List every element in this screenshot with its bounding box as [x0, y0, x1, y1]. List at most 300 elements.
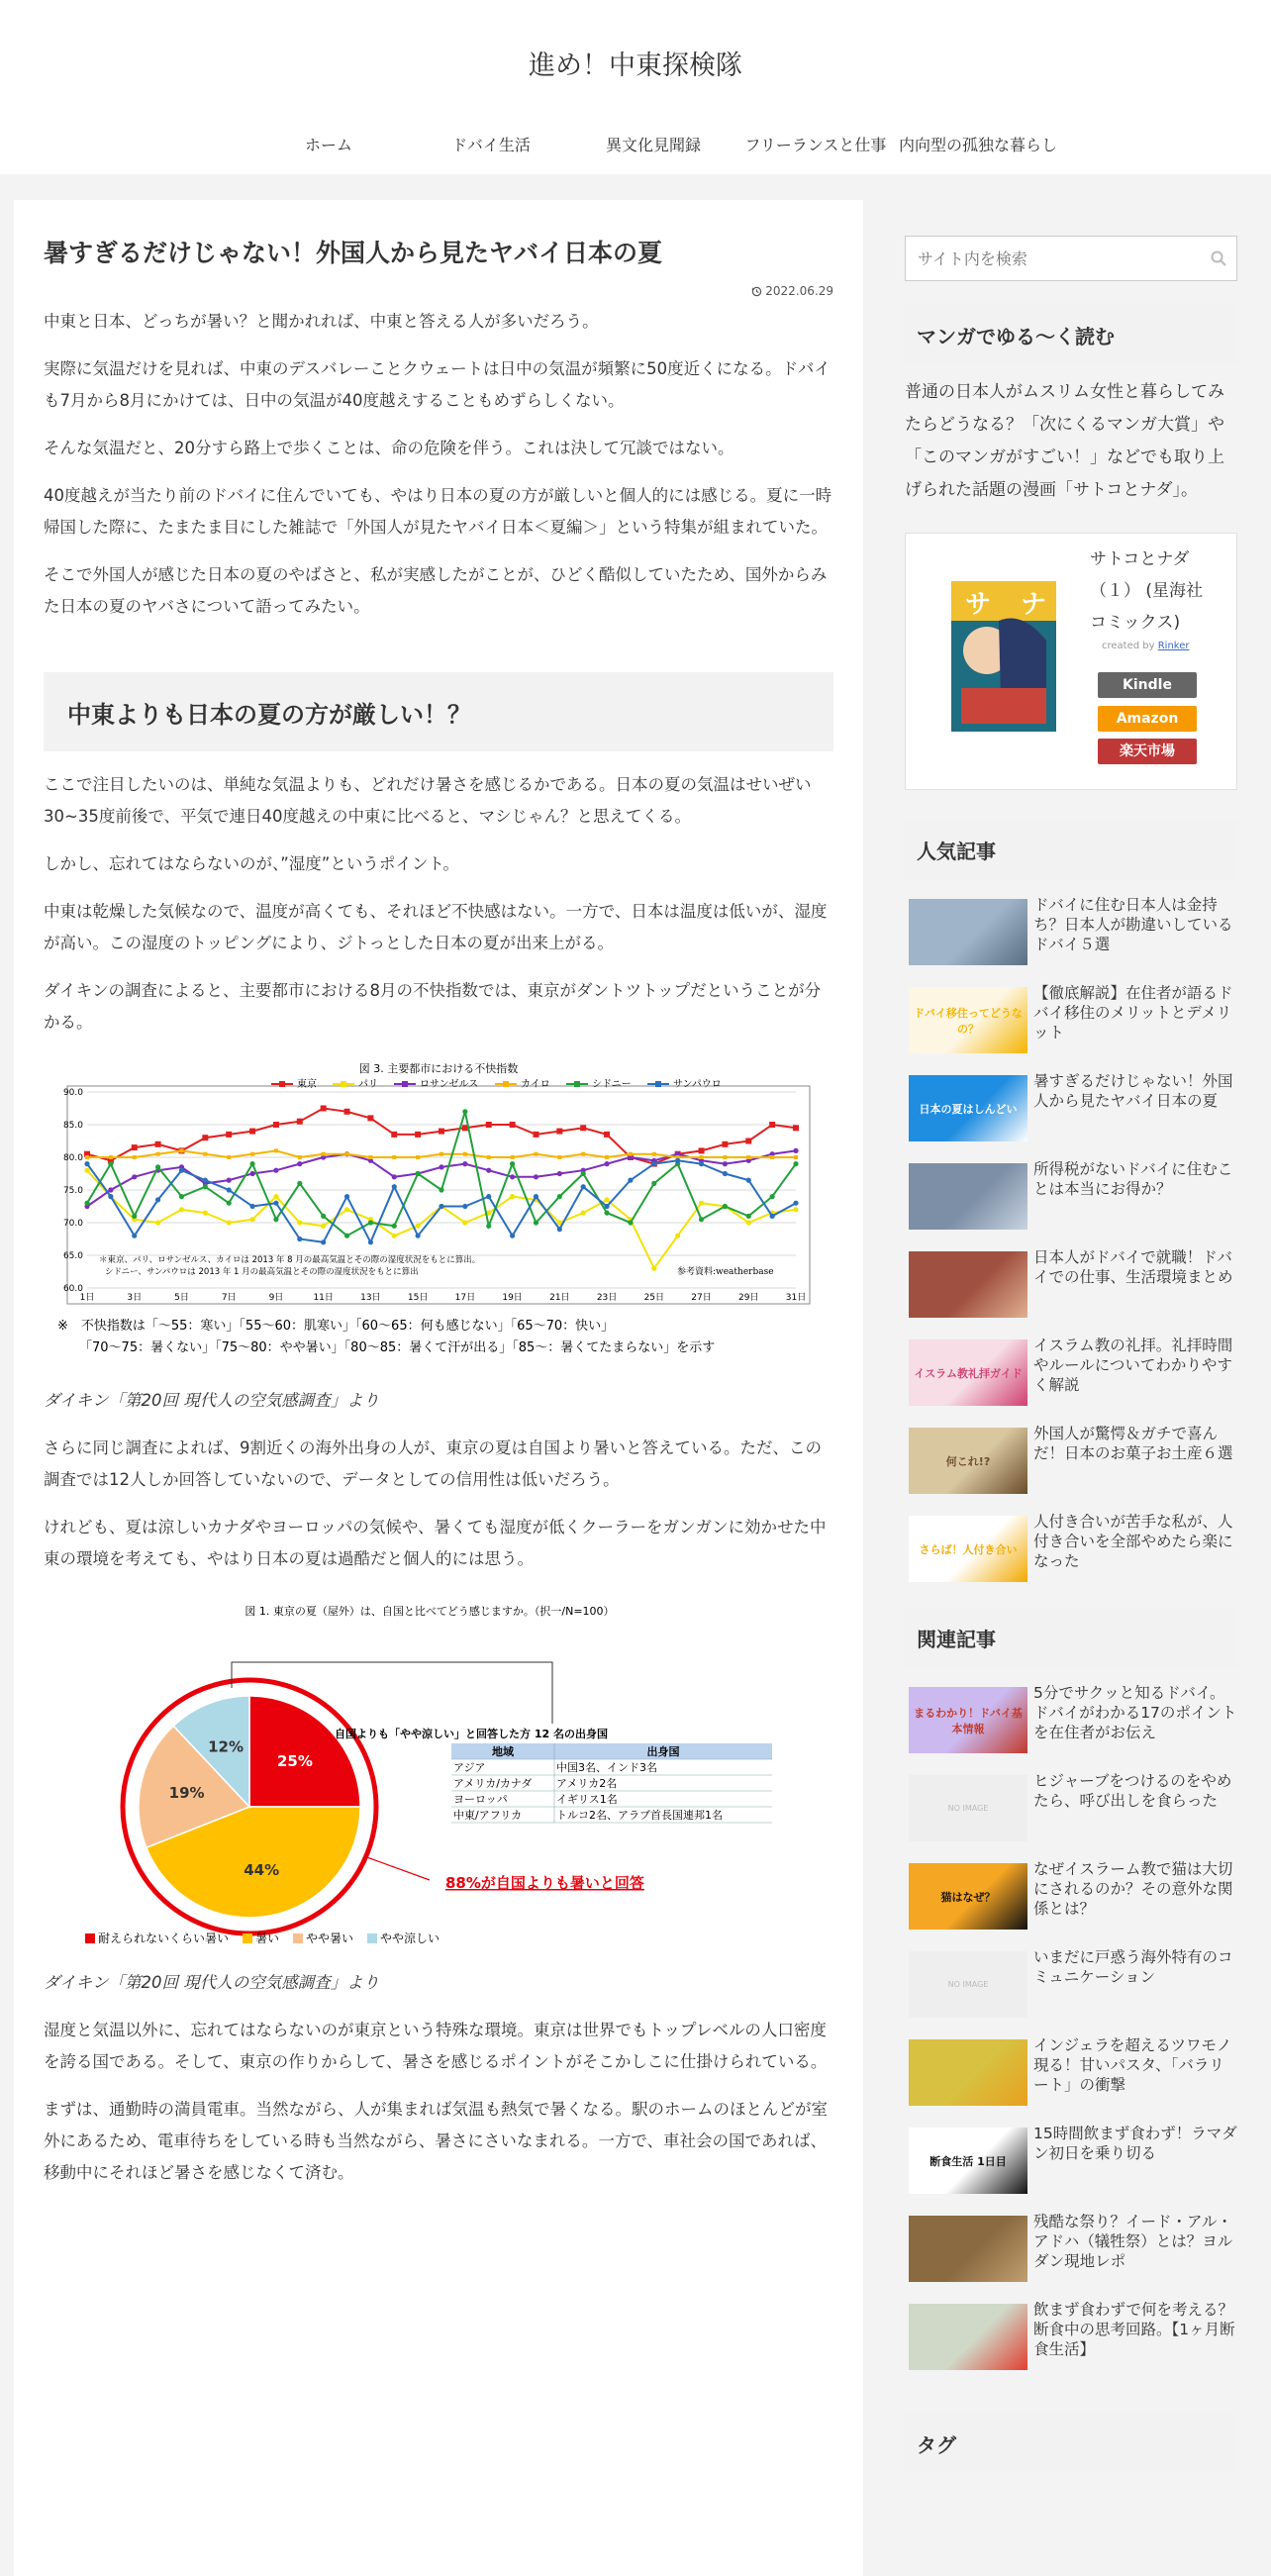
related-post-title[interactable]: 15時間飲まず食わず！ラマダン初日を乗り切る — [1033, 2125, 1237, 2162]
data-point — [581, 1171, 586, 1176]
x-tick-label: 11日 — [313, 1293, 334, 1303]
legend-marker — [279, 1081, 285, 1087]
widget-title-tags: タグ — [905, 2414, 1237, 2473]
related-post-thumbnail[interactable]: まるわかり！ドバイ基本情報 — [909, 1687, 1027, 1753]
legend-label: カイロ — [521, 1079, 550, 1090]
popular-post-title[interactable]: イスラム教の礼拝。礼拝時間やルールについてわかりやすく解説 — [1033, 1337, 1233, 1394]
data-point — [604, 1197, 609, 1202]
book-cover-image[interactable] — [951, 581, 1056, 732]
data-point — [439, 1204, 443, 1209]
data-point — [108, 1187, 113, 1192]
legend-label: やや涼しい — [380, 1932, 440, 1945]
popular-post-item[interactable] — [905, 1247, 1237, 1336]
entry-title: 暑すぎるだけじゃない！外国人から見たヤバイ日本の夏 — [44, 239, 663, 267]
discomfort-index-chart-figure — [44, 1056, 833, 1377]
related-post-thumbnail[interactable]: NO IMAGE — [909, 1951, 1027, 2018]
data-point — [274, 1148, 278, 1152]
data-point — [203, 1211, 208, 1216]
legend-label: サンパウロ — [673, 1079, 722, 1090]
data-point — [675, 1234, 680, 1238]
paragraph: けれども、夏は涼しいカナダやヨーロッパの気候や、暑くても湿度が低くクーラーをガンガンに効かせた中東の環境を考えても、やはり日本の夏は過酷だと個人的には思う。 — [44, 1518, 827, 1568]
data-point — [510, 1122, 516, 1128]
y-tick-label: 70.0 — [62, 1219, 83, 1229]
data-point — [486, 1122, 492, 1128]
legend-label: 暑い — [255, 1932, 280, 1945]
popular-post-title[interactable]: 外国人が驚愕＆ガチで喜んだ！日本のお菓子お土産６選 — [1033, 1425, 1233, 1462]
legend-swatch — [85, 1933, 95, 1943]
data-point — [344, 1109, 350, 1115]
chart-title: 図 1. 東京の夏（屋外）は、自国と比べてどう感じますか。（択一/N=100） — [244, 1605, 615, 1618]
data-point — [368, 1239, 373, 1244]
popular-post-thumbnail[interactable]: ドバイ移住ってどうなの？ — [909, 987, 1027, 1053]
data-point — [604, 1211, 609, 1216]
callout-line — [364, 1856, 430, 1880]
search-icon[interactable] — [1211, 250, 1226, 266]
popular-post-thumbnail[interactable]: イスラム教礼拝ガイド — [909, 1339, 1027, 1406]
data-point — [770, 1155, 774, 1159]
data-point — [651, 1161, 656, 1166]
data-point — [746, 1214, 751, 1219]
x-tick-label: 1日 — [79, 1293, 95, 1303]
rinker-link[interactable]: Rinker — [1157, 641, 1190, 651]
chart-note: ＊東京、パリ、ロサンゼルス、カイロは 2013 年 8 月の最高気温とその際の湿度状況をもとに算出。 — [99, 1255, 481, 1265]
data-point — [722, 1141, 728, 1147]
widget-title-related: 関連記事 — [905, 1608, 1237, 1667]
data-point — [793, 1201, 798, 1206]
data-point — [249, 1171, 254, 1176]
chart-legend-note: 「70～75：暑くない」「75～80：やや暑い」「80～85：暑くて汗が出る」「85～：暑くてたまらない」を示す — [79, 1340, 716, 1355]
data-point — [273, 1201, 278, 1206]
data-point — [84, 1201, 89, 1206]
related-post-thumbnail[interactable]: 断食生活 1日目 — [909, 2128, 1027, 2194]
data-point — [510, 1194, 515, 1199]
data-point — [581, 1184, 586, 1189]
popular-post-thumbnail[interactable] — [909, 1251, 1027, 1318]
x-tick-label: 3日 — [127, 1293, 143, 1303]
popular-post-item[interactable] — [905, 1336, 1237, 1424]
popular-post-item[interactable] — [905, 1159, 1237, 1247]
data-point — [249, 1217, 254, 1222]
data-point — [297, 1119, 303, 1125]
paragraph: 湿度と気温以外に、忘れてはならないのが東京という特殊な環境。東京は世界でもトップレベルの人口密度を誇る国である。そして、東京の作りからして、暑さを感じるポイントがそこかしこに仕掛けられている。 — [44, 2021, 828, 2071]
data-point — [132, 1214, 137, 1219]
popular-post-item[interactable] — [905, 983, 1237, 1071]
paragraph: しかし、忘れてはならないのが、”湿度”というポイント。 — [44, 854, 459, 873]
table-header: 地域 — [492, 1745, 514, 1758]
data-point — [155, 1197, 160, 1202]
popular-post-thumbnail[interactable] — [909, 899, 1027, 965]
data-point — [297, 1161, 302, 1166]
data-point — [227, 1201, 232, 1206]
search-input[interactable] — [906, 237, 1236, 280]
data-point — [321, 1106, 327, 1112]
data-point — [273, 1168, 278, 1173]
data-point — [298, 1155, 302, 1159]
data-point — [345, 1152, 349, 1156]
paragraph: 実際に気温だけを見れば、中東のデスバレーことクウェートは日中の気温が頻繁に50度近くになる。ドバイも7月から8月にかけては、日中の気温が40度越えすることもめずらしくない。 — [44, 359, 831, 410]
popular-post-thumbnail[interactable]: 日本の夏はしんどい — [909, 1075, 1027, 1141]
data-point — [179, 1207, 184, 1212]
data-point — [605, 1155, 609, 1159]
popular-post-item[interactable] — [905, 1512, 1237, 1600]
popular-post-item[interactable] — [905, 1071, 1237, 1159]
related-post-thumbnail[interactable]: NO IMAGE — [909, 1775, 1027, 1841]
data-point — [392, 1224, 397, 1229]
data-point — [416, 1155, 420, 1159]
data-point — [179, 1148, 183, 1152]
data-point — [746, 1220, 751, 1225]
paragraph: ダイキンの調査によると、主要都市における8月の不快指数では、東京がダントツトップだということが分かる。 — [44, 981, 822, 1032]
data-point — [227, 1155, 231, 1159]
data-point — [415, 1132, 421, 1138]
data-point — [416, 1171, 421, 1176]
data-point — [108, 1194, 113, 1199]
x-tick-label: 13日 — [360, 1293, 381, 1303]
legend-label: ロサンゼルス — [420, 1079, 479, 1090]
data-point — [557, 1171, 562, 1176]
x-tick-label: 23日 — [596, 1293, 618, 1303]
data-point — [133, 1155, 137, 1159]
data-point — [109, 1155, 113, 1159]
data-point — [462, 1161, 467, 1166]
data-point — [132, 1234, 137, 1238]
legend-label: 東京 — [297, 1079, 317, 1090]
data-point — [85, 1155, 89, 1159]
data-point — [226, 1132, 232, 1138]
data-point — [132, 1144, 138, 1150]
related-post-title[interactable]: 5分でサクッと知るドバイ。ドバイがわかる17のポイントを在住者がお伝え — [1033, 1684, 1237, 1741]
data-point — [250, 1152, 254, 1156]
table-cell: 中東/アフリカ — [453, 1809, 523, 1822]
data-point — [628, 1220, 633, 1225]
related-post-thumbnail[interactable]: 猫はなぜ？ — [909, 1863, 1027, 1930]
data-point — [321, 1239, 326, 1244]
rinker-credit: created by Rinker — [1102, 641, 1190, 651]
data-point — [581, 1152, 585, 1156]
data-point — [344, 1234, 349, 1238]
popular-posts-list — [905, 895, 1237, 1600]
paragraph: そこで外国人が感じた日本の夏のやばさと、私が実感したがことが、ひどく酷似していたため、国外からみた日本の夏のヤバさについて語ってみたい。 — [44, 565, 828, 616]
data-point — [723, 1171, 728, 1176]
data-point — [770, 1194, 775, 1199]
data-point — [249, 1204, 254, 1209]
table-cell: ヨーロッパ — [453, 1793, 508, 1806]
widget-title-popular: 人気記事 — [905, 820, 1237, 879]
data-point — [699, 1161, 704, 1166]
data-point — [179, 1194, 184, 1199]
related-post-item[interactable] — [905, 1947, 1237, 2035]
data-point — [368, 1155, 372, 1159]
x-tick-label: 25日 — [643, 1293, 665, 1303]
data-point — [155, 1141, 161, 1147]
data-point — [297, 1220, 302, 1225]
chart-source: 参考資料:weatherbase — [677, 1267, 774, 1277]
y-tick-label: 65.0 — [62, 1251, 83, 1261]
data-point — [604, 1132, 610, 1138]
related-post-thumbnail[interactable] — [909, 2216, 1027, 2282]
paragraph: さらに同じ調査によれば、9割近くの海外出身の人が、東京の夏は自国より暑いと答えている。ただ、この調査では12人しか回答していないので、データとしての信用性は低いだろう。 — [44, 1438, 822, 1489]
data-point — [297, 1237, 302, 1241]
data-point — [628, 1178, 633, 1183]
data-point — [793, 1148, 798, 1153]
related-post-item[interactable] — [905, 1771, 1237, 1859]
data-point — [439, 1164, 443, 1169]
table-cell: トルコ2名、アラブ首長国連邦1名 — [556, 1809, 723, 1822]
related-post-item[interactable] — [905, 2300, 1237, 2388]
legend-swatch — [243, 1933, 252, 1943]
data-point — [392, 1174, 397, 1179]
pie-label: 25% — [276, 1752, 313, 1771]
related-post-title[interactable]: 飲まず食わずで何を考える？断食中の思考回路。【1ヶ月断食生活】 — [1033, 2301, 1235, 2358]
popular-post-item[interactable] — [905, 895, 1237, 983]
data-point — [392, 1155, 396, 1159]
data-point — [392, 1234, 397, 1238]
table-cell: アジア — [453, 1761, 486, 1774]
data-point — [227, 1178, 232, 1183]
data-point — [344, 1207, 349, 1212]
rinker-product-box — [905, 533, 1237, 790]
popular-post-thumbnail[interactable] — [909, 1163, 1027, 1230]
data-point — [462, 1220, 467, 1225]
table-cell: イギリス1名 — [556, 1793, 618, 1806]
data-point — [534, 1220, 538, 1225]
popular-post-item[interactable] — [905, 1424, 1237, 1512]
global-nav — [247, 133, 1059, 155]
data-point — [439, 1129, 444, 1135]
popular-post-title[interactable]: 暑すぎるだけじゃない！外国人から見たヤバイ日本の夏 — [1033, 1072, 1233, 1110]
y-tick-label: 60.0 — [62, 1284, 83, 1294]
chart-legend-note: ※ 不快指数は「～55：寒い」「55～60：肌寒い」「60～65：何も感じない」「65～70：快い」 — [57, 1319, 615, 1334]
data-point — [581, 1211, 586, 1216]
related-post-thumbnail[interactable] — [909, 2304, 1027, 2370]
discomfort-index-chart — [44, 1056, 833, 1373]
data-point — [723, 1204, 728, 1209]
data-point — [510, 1234, 515, 1238]
table-header: 出身国 — [646, 1745, 680, 1758]
related-post-item[interactable] — [905, 2124, 1237, 2212]
popular-post-title[interactable]: 【徹底解説】在住者が語るドバイ移住のメリットとデメリット — [1033, 984, 1233, 1041]
legend-marker — [655, 1081, 661, 1087]
data-point — [557, 1155, 561, 1159]
data-point — [84, 1168, 89, 1173]
popular-post-title[interactable]: 日本人がドバイで就職！ドバイでの仕事、生活環境まとめ — [1033, 1248, 1233, 1286]
data-point — [486, 1224, 491, 1229]
survey-pie-figure — [44, 1593, 833, 1963]
x-tick-label: 9日 — [268, 1293, 284, 1303]
data-point — [108, 1161, 113, 1166]
legend-swatch — [367, 1933, 377, 1943]
nav-item-culture[interactable]: 異文化見聞録 — [605, 136, 701, 154]
related-post-item[interactable] — [905, 1683, 1237, 1771]
legend-marker — [341, 1081, 346, 1087]
data-point — [322, 1152, 326, 1156]
paragraph: 中東と日本、どっちが暑い？と聞かれれば、中東と答える人が多いだろう。 — [44, 312, 599, 331]
y-tick-label: 85.0 — [62, 1121, 83, 1131]
data-point — [580, 1125, 586, 1131]
data-point — [297, 1181, 302, 1186]
data-point — [391, 1132, 397, 1138]
table-cell: アメリカ2名 — [556, 1777, 618, 1790]
site-title[interactable]: 進め！中東探検隊 — [529, 50, 742, 81]
legend-label: パリ — [358, 1079, 378, 1090]
data-point — [794, 1155, 798, 1159]
related-post-title[interactable]: インジェラを超えるツワモノ現る！甘いパスタ、「バラリート」の衝撃 — [1033, 2036, 1232, 2094]
data-point — [462, 1109, 467, 1114]
data-point — [273, 1122, 279, 1128]
amazon-button[interactable]: Amazon — [1098, 706, 1197, 732]
data-point — [249, 1129, 255, 1135]
update-icon — [751, 286, 762, 297]
paragraph: そんな気温だと、20分すら路上で歩くことは、命の危険を伴う。これは決して冗談ではない。 — [44, 439, 734, 457]
site-header — [0, 0, 1271, 174]
data-point — [769, 1122, 775, 1128]
x-tick-label: 31日 — [785, 1293, 807, 1303]
legend-marker — [574, 1081, 580, 1087]
data-point — [534, 1152, 538, 1156]
chart-note: シドニー、サンパウロは 2013 年 1 月の最高気温とその際の湿度状況をもとに算出 — [105, 1267, 419, 1277]
x-tick-label: 15日 — [407, 1293, 429, 1303]
data-point — [321, 1224, 326, 1229]
survey-pie-chart — [44, 1593, 833, 1959]
related-posts-list — [905, 1683, 1237, 2388]
x-tick-label: 17日 — [454, 1293, 476, 1303]
nav-item-introvert[interactable]: 内向型の孤独な暮らし — [898, 136, 1057, 154]
data-point — [132, 1174, 137, 1179]
related-post-item[interactable] — [905, 1859, 1237, 1947]
data-point — [202, 1135, 208, 1140]
svg-text:ナ: ナ — [1021, 590, 1047, 620]
data-point — [745, 1139, 751, 1144]
svg-text:サ: サ — [965, 590, 992, 620]
x-tick-label: 19日 — [502, 1293, 523, 1303]
data-point — [770, 1214, 775, 1219]
pie-label: 12% — [208, 1737, 244, 1756]
related-post-title[interactable]: いまだに戸惑う海外特有のコミュニケーション — [1033, 1948, 1233, 1986]
popular-post-title[interactable]: 人付き合いが苦手な私が、人付き合いを全部やめたら楽になった — [1033, 1513, 1233, 1570]
data-point — [604, 1161, 609, 1166]
data-point — [367, 1115, 373, 1121]
legend-label: 耐えられないくらい暑い — [98, 1932, 230, 1945]
data-point — [416, 1234, 421, 1238]
data-point — [203, 1152, 207, 1156]
data-point — [557, 1227, 562, 1232]
widget-title-manga: マンガでゆる〜く読む — [905, 305, 1237, 364]
popular-post-title[interactable]: 所得税がないドバイに住むことは本当にお得か？ — [1033, 1160, 1233, 1198]
post-date: 2022.06.29 — [44, 284, 833, 300]
data-point — [487, 1155, 491, 1159]
data-point — [556, 1129, 562, 1135]
data-point — [156, 1152, 160, 1156]
data-point — [416, 1224, 421, 1229]
data-point — [321, 1214, 326, 1219]
popular-post-thumbnail[interactable]: さらば！人付き合い — [909, 1516, 1027, 1582]
figure-caption: ダイキン「第20回 現代人の空気感調査」より — [44, 1391, 380, 1410]
data-point — [462, 1204, 467, 1209]
data-point — [651, 1181, 656, 1186]
popular-post-title[interactable]: ドバイに住む日本人は金持ち？日本人が勘違いしているドバイ５選 — [1033, 896, 1233, 953]
pie-slice — [249, 1696, 360, 1807]
y-tick-label: 90.0 — [62, 1088, 83, 1098]
data-point — [249, 1161, 254, 1166]
data-point — [699, 1201, 704, 1206]
nav-item-home[interactable]: ホーム — [304, 136, 352, 154]
data-point — [700, 1155, 704, 1159]
related-post-title[interactable]: ヒジャーブをつけるのをやめたら、呼び出しを食らった — [1033, 1772, 1232, 1810]
data-point — [723, 1155, 727, 1159]
search-box — [905, 236, 1237, 281]
data-point — [368, 1220, 373, 1225]
data-point — [155, 1164, 160, 1169]
related-post-item[interactable] — [905, 2212, 1237, 2300]
data-point — [534, 1194, 538, 1199]
data-point — [699, 1147, 705, 1153]
legend-marker — [503, 1081, 509, 1087]
pie-callout: 88%が自国よりも暑いと回答 — [445, 1874, 644, 1892]
data-point — [203, 1178, 208, 1183]
kindle-button[interactable]: Kindle — [1098, 672, 1197, 698]
data-point — [84, 1161, 89, 1166]
data-point — [486, 1168, 491, 1173]
data-point — [793, 1207, 798, 1212]
data-point — [533, 1132, 538, 1138]
related-post-thumbnail[interactable] — [909, 2039, 1027, 2106]
data-point — [440, 1152, 443, 1156]
book-title[interactable]: サトコとナダ（１） (星海社コミックス) — [1090, 549, 1204, 633]
chart-title: 図 3. 主要都市における不快指数 — [358, 1062, 519, 1075]
x-tick-label: 29日 — [738, 1293, 759, 1303]
related-post-title[interactable]: なぜイスラーム教で猫は大切にされるのか？その意外な関係とは？ — [1033, 1860, 1233, 1918]
popular-post-thumbnail[interactable]: 何これ!? — [909, 1428, 1027, 1494]
y-tick-label: 75.0 — [62, 1186, 83, 1196]
data-point — [675, 1158, 680, 1163]
data-point — [651, 1266, 656, 1271]
data-point — [793, 1161, 798, 1166]
manga-description: 普通の日本人がムスリム女性と暮らしてみたらどうなる？「次にくるマンガ大賞」や「このマンガがすごい！」などでも取り上げられた話題の漫画「サトコとナダ」。 — [905, 382, 1224, 500]
data-point — [227, 1187, 232, 1192]
legend-marker — [402, 1081, 408, 1087]
paragraph: 中東は乾燥した気候なので、温度が高くても、それほど不快感はない。一方で、日本は温度は低いが、湿度が高い。この湿度のトッピングにより、ジトっとした日本の夏が出来上がる。 — [44, 902, 828, 952]
nav-item-dubai-life[interactable]: ドバイ生活 — [451, 136, 531, 154]
legend-label: やや暑い — [306, 1932, 354, 1945]
data-point — [793, 1125, 799, 1131]
data-point — [463, 1152, 467, 1156]
data-point — [486, 1194, 491, 1199]
x-tick-label: 21日 — [549, 1293, 570, 1303]
nav-item-freelance[interactable]: フリーランスと仕事 — [744, 136, 887, 154]
related-post-title[interactable]: 残酷な祭り？イード・アル・アドハ（犠牲祭）とは？ヨルダン現地レポ — [1033, 2213, 1233, 2270]
paragraph: まずは、通勤時の満員電車。当然ながら、人が集まれば気温も熱気で暑くなる。駅のホームのほとんどが室外にあるため、電車待ちをしている時も当然ながら、暑さにさいなまれる。一方で、車社会の国であれば、移動中にそれほど暑さを感じなくて済む。 — [44, 2100, 828, 2182]
data-point — [746, 1155, 750, 1159]
x-tick-label: 27日 — [691, 1293, 712, 1303]
data-point — [439, 1187, 443, 1192]
data-point — [273, 1194, 278, 1199]
data-point — [203, 1184, 208, 1189]
data-point — [557, 1194, 562, 1199]
data-point — [746, 1178, 751, 1183]
pie-label: 44% — [244, 1860, 280, 1879]
legend-swatch — [293, 1933, 303, 1943]
data-point — [629, 1152, 633, 1156]
rakuten-button[interactable]: 楽天市場 — [1098, 739, 1197, 764]
related-post-item[interactable] — [905, 2035, 1237, 2124]
data-point — [155, 1220, 160, 1225]
x-tick-label: 7日 — [221, 1293, 237, 1303]
paragraph: ここで注目したいのは、単純な気温よりも、どれだけ暑さを感じるかである。日本の夏の気温はせいぜい30~35度前後で、平気で連日40度越えの中東に比べると、マシじゃん？と思えてくる。 — [44, 775, 812, 826]
data-point — [652, 1152, 656, 1156]
data-point — [344, 1194, 349, 1199]
table-cell: 中国3名、インド3名 — [556, 1761, 657, 1774]
data-point — [604, 1204, 609, 1209]
